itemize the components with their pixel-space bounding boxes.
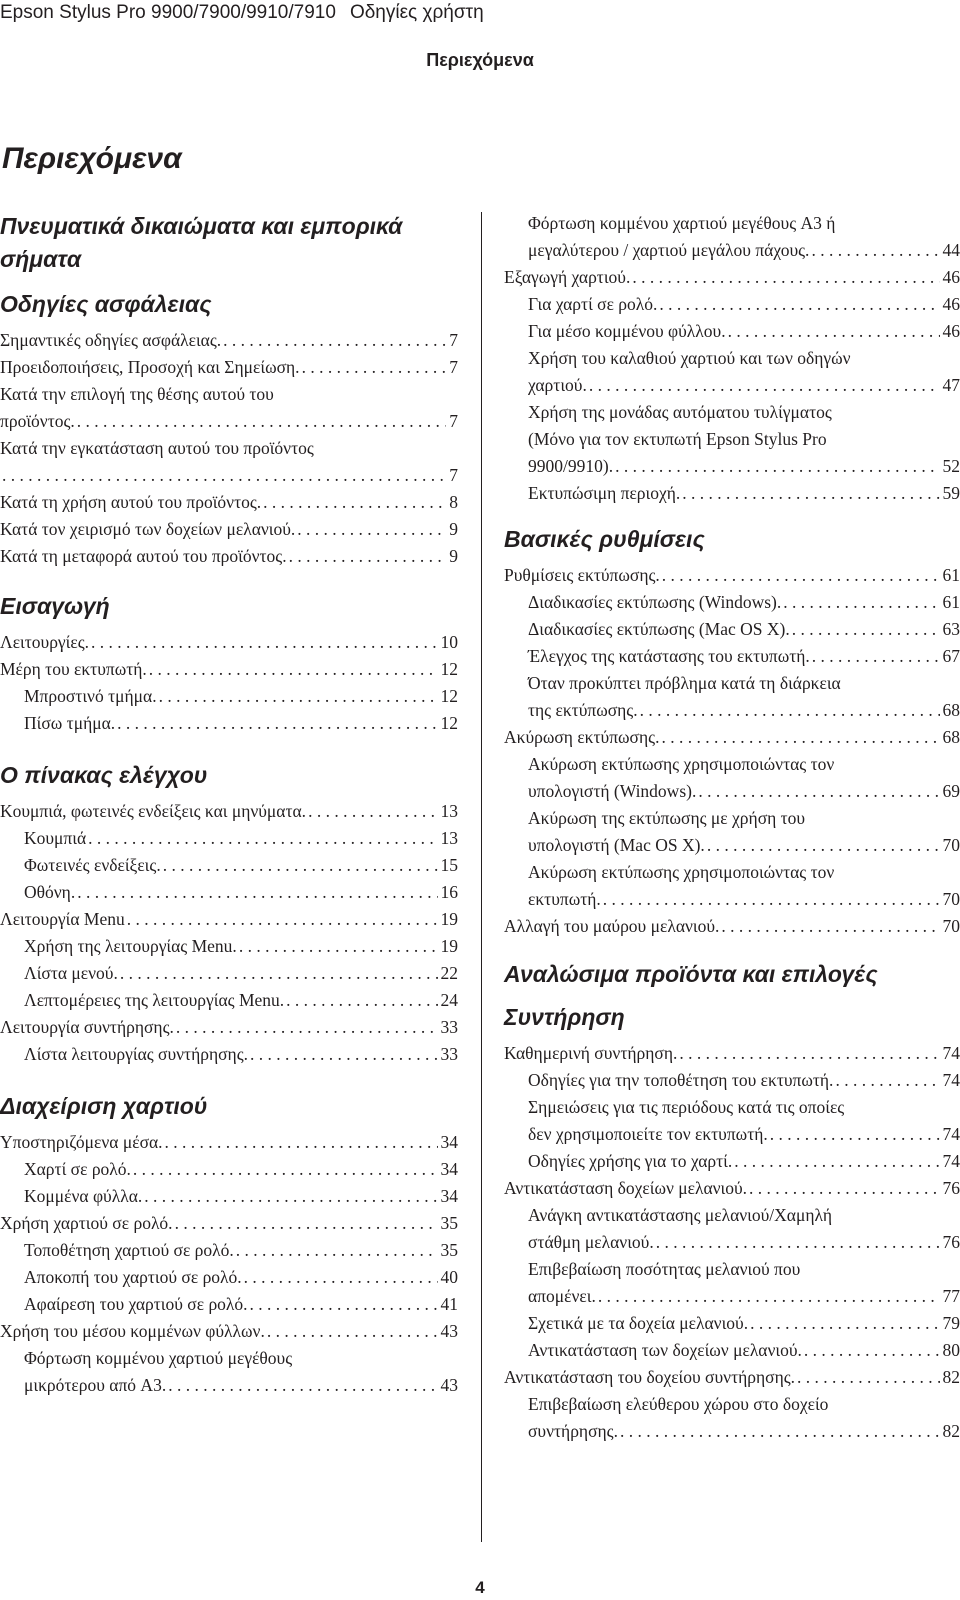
toc-entry[interactable] (504, 1256, 960, 1310)
toc-entry-title: Ακύρωση εκτύπωσης χρησιμοποιώντας τον (528, 862, 835, 882)
toc-entry-page: 19 (440, 936, 458, 956)
dot-leader (263, 489, 446, 516)
toc-entry-page: 46 (942, 267, 960, 287)
toc-entry-page: 74 (942, 1151, 960, 1171)
guide-name: Οδηγίες χρήστη (349, 2, 484, 23)
toc-entry-title: Χρήση του καλαθιού χαρτιού και των οδηγών (528, 348, 851, 368)
toc-entry-page: 82 (942, 1367, 960, 1387)
toc-entry-title: Κατά την εγκατάσταση αυτού του προϊόντος (0, 438, 314, 458)
toc-entry[interactable] (0, 1156, 458, 1183)
toc-entry[interactable] (0, 543, 458, 570)
toc-entry-title: Όταν προκύπτει πρόβλημα κατά τη διάρκεια (528, 673, 841, 693)
toc-entry-page: 68 (942, 700, 960, 720)
toc-entry[interactable] (504, 1310, 960, 1337)
toc-entry-title: Ακύρωση εκτύπωσης. (504, 727, 660, 747)
toc-entry[interactable] (0, 1129, 458, 1156)
toc-entry-title: Λειτουργία Menu (0, 909, 125, 929)
toc-entry-page: 10 (440, 632, 458, 652)
toc-entry-title: Φόρτωση κομμένου χαρτιού μεγέθους (24, 1348, 293, 1368)
toc-entry-title: Λειτουργία συντήρησης. (0, 1017, 174, 1037)
toc-entry[interactable] (0, 1264, 458, 1291)
toc-entry[interactable] (504, 291, 960, 318)
toc-entry-page: 13 (440, 828, 458, 848)
toc-entry-title: Μπροστινό τμήμα. (24, 686, 157, 706)
toc-entry-page: 35 (440, 1213, 458, 1233)
toc-entry[interactable] (0, 1041, 458, 1068)
toc-entry-page: 61 (942, 592, 960, 612)
toc-entry[interactable] (0, 1014, 458, 1041)
toc-entry-title: Κατά τη χρήση αυτού του προϊόντος. (0, 492, 262, 512)
toc-entry-title: Για μέσο κομμένου φύλλου. (528, 321, 726, 341)
toc-entry[interactable] (504, 345, 960, 399)
toc-entry-title: Αντικατάσταση δοχείων μελανιού. (504, 1178, 748, 1198)
dot-leader (163, 852, 438, 879)
toc-entry-page: 67 (942, 646, 960, 666)
toc-entry-title: Ανάγκη αντικατάστασης μελανιού/Χαμηλή (528, 1205, 832, 1225)
toc-entry-title: Λίστα μενού. (24, 963, 118, 983)
toc-entry-title: απομένει. (528, 1286, 596, 1306)
toc-entry-title: δεν χρησιμοποιείτε τον εκτυπωτή. (528, 1124, 768, 1144)
toc-entry-title: (Μόνο για τον εκτυπωτή Epson Stylus Pro (528, 429, 827, 449)
product-name: Epson Stylus Pro 9900/7900/9910/7910 (0, 2, 336, 23)
dot-leader (2, 462, 446, 489)
toc-entry-title: Πίσω τμήμα. (24, 713, 116, 733)
toc-entry[interactable] (504, 1202, 960, 1256)
dot-leader (308, 798, 437, 825)
dot-leader (236, 1237, 438, 1264)
dot-leader (159, 683, 438, 710)
toc-entry[interactable] (504, 589, 960, 616)
toc-entry-page: 34 (440, 1159, 458, 1179)
dot-leader (250, 1291, 438, 1318)
toc-entry-page: 74 (942, 1070, 960, 1090)
toc-entry-page: 7 (449, 465, 458, 485)
toc-entry[interactable] (0, 825, 458, 852)
dot-leader (175, 1210, 438, 1237)
toc-section-heading (0, 759, 458, 792)
toc-section-heading (504, 1001, 960, 1034)
toc-section-heading-line: Εισαγωγή (0, 593, 110, 619)
toc-entry-title: Λίστα λειτουργίας συντήρησης. (24, 1044, 249, 1064)
toc-section-heading (0, 590, 458, 623)
toc-entry-title: Χρήση του μέσου κομμένων φύλλων. (0, 1321, 265, 1341)
toc-entry-page: 13 (440, 801, 458, 821)
toc-entry-title: Έλεγχος της κατάστασης του εκτυπωτή. (528, 646, 810, 666)
toc-section-heading-line: σήματα (0, 246, 82, 272)
toc-section-heading (0, 288, 458, 321)
dot-leader (728, 318, 940, 345)
toc-entry-page: 19 (440, 909, 458, 929)
dot-leader (783, 589, 939, 616)
dot-leader (267, 1318, 438, 1345)
toc-entry[interactable] (0, 629, 458, 656)
dot-leader (656, 1229, 940, 1256)
toc-entry-title: Διαδικασίες εκτύπωσης (Mac OS X). (528, 619, 790, 639)
toc-entry-page: 79 (942, 1313, 960, 1333)
toc-entry-title: Αντικατάσταση των δοχείων μελανιού. (528, 1340, 802, 1360)
dot-leader (749, 1175, 939, 1202)
toc-entry[interactable] (504, 1175, 960, 1202)
toc-entry-title: χαρτιού. (528, 375, 587, 395)
toc-entry-title: Για χαρτί σε ρολό. (528, 294, 658, 314)
toc-entry-page: 82 (942, 1421, 960, 1441)
toc-entry-title: Αφαίρεση του χαρτιού σε ρολό. (24, 1294, 248, 1314)
dot-leader (286, 987, 437, 1014)
toc-entry[interactable] (0, 656, 458, 683)
toc-entry[interactable] (504, 1148, 960, 1175)
toc-entry[interactable] (0, 1183, 458, 1210)
dot-leader (721, 913, 939, 940)
toc-section-heading (504, 523, 960, 556)
toc-section-heading-line: Πνευματικά δικαιώματα και εμπορικά (0, 213, 403, 239)
toc-entry-title: Κατά τον χειρισμό των δοχείων μελανιού. (0, 519, 296, 539)
toc-entry-title: μεγαλύτερου / χαρτιού μεγάλου πάχους. (528, 240, 810, 260)
toc-entry[interactable] (0, 1318, 458, 1345)
toc-entry-page: 76 (942, 1232, 960, 1252)
toc-entry-title: Μέρη του εκτυπωτή. (0, 659, 147, 679)
dot-leader (811, 237, 939, 264)
page-number: 4 (475, 1578, 485, 1597)
toc-entry-page: 52 (942, 456, 960, 476)
toc-entry-title: Κουμπιά (24, 828, 87, 848)
toc-entry[interactable] (0, 710, 458, 737)
toc-entry[interactable] (504, 1094, 960, 1148)
toc-entry-page: 7 (449, 330, 458, 350)
dot-leader (289, 543, 447, 570)
toc-entry[interactable] (504, 399, 960, 480)
toc-entry-page: 70 (942, 916, 960, 936)
toc-entry-title: Αντικατάσταση του δοχείου συντήρησης. (504, 1367, 796, 1387)
toc-entry-page: 47 (942, 375, 960, 395)
toc-entry-title: Χρήση της λειτουργίας Menu. (24, 936, 237, 956)
toc-entry-page: 77 (942, 1286, 960, 1306)
toc-entry[interactable] (0, 906, 458, 933)
dot-leader (127, 906, 438, 933)
toc-entry[interactable] (0, 1291, 458, 1318)
dot-leader (149, 656, 438, 683)
dot-leader (117, 710, 437, 737)
dot-leader (804, 1337, 940, 1364)
dot-leader (620, 1418, 940, 1445)
toc-section-heading-line: Αναλώσιμα προϊόντα και επιλογές (504, 961, 878, 987)
toc-entry[interactable] (0, 1210, 458, 1237)
toc-entry-page: 12 (440, 686, 458, 706)
toc-entry-title: Οθόνη. (24, 882, 76, 902)
dot-leader (797, 1364, 939, 1391)
toc-entry-title: 9900/9910). (528, 456, 614, 476)
toc-entry[interactable] (504, 1040, 960, 1067)
dot-leader (707, 832, 940, 859)
toc-section-heading (0, 210, 458, 276)
toc-entry-page: 7 (449, 357, 458, 377)
section-header: Περιεχόμενα (426, 50, 534, 70)
toc-entry-title: Τοποθέτηση χαρτιού σε ρολό. (24, 1240, 234, 1260)
toc-entry-page: 40 (440, 1267, 458, 1287)
toc-section-heading-line: Οδηγίες ασφάλειας (0, 291, 212, 317)
toc-entry[interactable] (0, 381, 458, 435)
dot-leader (662, 562, 940, 589)
toc-entry-title: Φόρτωση κομμένου χαρτιού μεγέθους A3 ή (528, 213, 836, 233)
toc-entry[interactable] (504, 480, 960, 507)
toc-section-heading-line: Βασικές ρυθμίσεις (504, 526, 705, 552)
toc-entry-title: εκτυπωτή. (528, 889, 601, 909)
toc-entry-page: 16 (440, 882, 458, 902)
toc-entry-page: 70 (942, 889, 960, 909)
toc-entry-title: Αποκοπή του χαρτιού σε ρολό. (24, 1267, 242, 1287)
dot-leader (250, 1041, 437, 1068)
dot-leader (835, 1067, 939, 1094)
toc-entry[interactable] (0, 933, 458, 960)
toc-section-heading (0, 1090, 458, 1123)
page-title: Περιεχόμενα (2, 142, 182, 175)
toc-entry-page: 76 (942, 1178, 960, 1198)
dot-leader (770, 1121, 940, 1148)
toc-entry-title: Ακύρωση εκτύπωσης χρησιμοποιώντας τον (528, 754, 835, 774)
toc-entry[interactable] (504, 264, 960, 291)
toc-entry-title: Σημειώσεις για τις περιόδους κατά τις οποίες (528, 1097, 845, 1117)
toc-entry-title: της εκτύπωσης. (528, 700, 638, 720)
toc-entry-page: 12 (440, 659, 458, 679)
toc-entry-page: 61 (942, 565, 960, 585)
toc-entry[interactable] (0, 798, 458, 825)
toc-entry-title: Χαρτί σε ρολό. (24, 1159, 131, 1179)
toc-entry[interactable] (0, 1345, 458, 1399)
toc-entry[interactable] (0, 516, 458, 543)
dot-leader (120, 960, 438, 987)
toc-entry-title: Εξαγωγή χαρτιού. (504, 267, 631, 287)
toc-entry[interactable] (504, 1364, 960, 1391)
toc-entry-page: 9 (449, 546, 458, 566)
toc-entry-page: 24 (440, 990, 458, 1010)
dot-leader (603, 886, 940, 913)
toc-entry[interactable] (504, 643, 960, 670)
toc-entry-title: στάθμη μελανιού. (528, 1232, 654, 1252)
toc-entry-title: Διαδικασίες εκτύπωσης (Windows). (528, 592, 782, 612)
toc-entry-title: υπολογιστή (Windows). (528, 781, 697, 801)
toc-entry-page: 34 (440, 1132, 458, 1152)
dot-leader (77, 879, 437, 906)
toc-entry-title: Οδηγίες για την τοποθέτηση του εκτυπωτή. (528, 1070, 834, 1090)
toc-entry[interactable] (0, 879, 458, 906)
toc-entry[interactable] (504, 670, 960, 724)
toc-entry-page: 33 (440, 1044, 458, 1064)
toc-entry-title: Κατά την επιλογή της θέσης αυτού του (0, 384, 274, 404)
toc-entry[interactable] (0, 987, 458, 1014)
toc-entry-title: προϊόντος. (0, 411, 75, 431)
toc-entry-title: Φωτεινές ενδείξεις. (24, 855, 161, 875)
toc-entry[interactable] (0, 354, 458, 381)
toc-entry-title: Επιβεβαίωση ελεύθερου χώρου στο δοχείο (528, 1394, 829, 1414)
toc-entry-page: 43 (440, 1321, 458, 1341)
dot-leader (792, 616, 940, 643)
toc-entry[interactable] (0, 683, 458, 710)
toc-entry-page: 12 (440, 713, 458, 733)
dot-leader (144, 1183, 437, 1210)
running-header (0, 2, 484, 24)
toc-entry-page: 70 (942, 835, 960, 855)
toc-entry-page: 59 (942, 483, 960, 503)
toc-entry[interactable] (0, 489, 458, 516)
toc-entry-title: Σχετικά με τα δοχεία μελανιού. (528, 1313, 749, 1333)
toc-entry[interactable] (0, 1237, 458, 1264)
toc-entry-title: υπολογιστή (Mac OS X). (528, 835, 705, 855)
dot-leader (168, 1372, 437, 1399)
toc-entry-page: 9 (449, 519, 458, 539)
toc-entry[interactable] (504, 1067, 960, 1094)
toc-entry-page: 15 (440, 855, 458, 875)
toc-entry-page: 41 (440, 1294, 458, 1314)
toc-section-heading-line: Ο πίνακας ελέγχου (0, 762, 208, 788)
toc-entry[interactable] (504, 805, 960, 859)
toc-entry-page: 35 (440, 1240, 458, 1260)
dot-leader (615, 453, 939, 480)
dot-leader (239, 933, 438, 960)
toc-entry[interactable] (0, 435, 458, 489)
dot-leader (589, 372, 940, 399)
dot-leader (244, 1264, 438, 1291)
dot-leader (88, 825, 437, 852)
toc-entry-page: 80 (942, 1340, 960, 1360)
toc-right-column (504, 210, 960, 1445)
toc-entry-page: 69 (942, 781, 960, 801)
dot-leader (165, 1129, 438, 1156)
toc-section-heading (504, 958, 960, 991)
toc-entry-page: 68 (942, 727, 960, 747)
dot-leader (640, 697, 940, 724)
toc-entry[interactable] (0, 852, 458, 879)
dot-leader (302, 354, 447, 381)
dot-leader (598, 1283, 940, 1310)
toc-entry-title: Οδηγίες χρήσης για το χαρτί. (528, 1151, 733, 1171)
toc-entry-page: 22 (440, 963, 458, 983)
toc-entry-title: Χρήση της μονάδας αυτόματου τυλίγματος (528, 402, 832, 422)
toc-entry-page: 46 (942, 294, 960, 314)
toc-entry-title: Ρυθμίσεις εκτύπωσης. (504, 565, 660, 585)
dot-leader (750, 1310, 939, 1337)
toc-entry[interactable] (504, 562, 960, 589)
toc-entry-title: Κατά τη μεταφορά αυτού του προϊόντος. (0, 546, 287, 566)
toc-entry[interactable] (0, 960, 458, 987)
toc-entry-page: 7 (449, 411, 458, 431)
dot-leader (659, 291, 939, 318)
toc-entry-title: Αλλαγή του μαύρου μελανιού. (504, 916, 720, 936)
dot-leader (632, 264, 939, 291)
dot-leader (77, 408, 446, 435)
dot-leader (698, 778, 939, 805)
dot-leader (297, 516, 446, 543)
toc-entry-page: 34 (440, 1186, 458, 1206)
toc-entry-title: Εκτυπώσιμη περιοχή. (528, 483, 681, 503)
toc-entry[interactable] (504, 1391, 960, 1445)
dot-leader (812, 643, 940, 670)
toc-entry-title: Προειδοποιήσεις, Προσοχή και Σημείωση. (0, 357, 300, 377)
toc-entry[interactable] (504, 913, 960, 940)
toc-entry-title: Χρήση χαρτιού σε ρολό. (0, 1213, 173, 1233)
dot-leader (133, 1156, 438, 1183)
toc-entry-page: 74 (942, 1124, 960, 1144)
toc-entry[interactable] (504, 1337, 960, 1364)
toc-entry[interactable] (504, 724, 960, 751)
toc-entry-page: 43 (440, 1375, 458, 1395)
toc-section-heading-line: Διαχείριση χαρτιού (0, 1093, 208, 1119)
toc-entry[interactable] (504, 210, 960, 264)
dot-leader (734, 1148, 939, 1175)
toc-entry-page: 63 (942, 619, 960, 639)
toc-entry[interactable] (0, 327, 458, 354)
dot-leader (661, 724, 939, 751)
toc-entry-title: Κομμένα φύλλα. (24, 1186, 143, 1206)
dot-leader (679, 1040, 939, 1067)
toc-entry-title: Ακύρωση της εκτύπωσης με χρήση του (528, 808, 806, 828)
toc-entry[interactable] (504, 751, 960, 805)
toc-entry[interactable] (504, 616, 960, 643)
toc-entry[interactable] (504, 318, 960, 345)
toc-entry[interactable] (504, 859, 960, 913)
toc-entry-title: μικρότερου από A3. (24, 1375, 167, 1395)
toc-section-heading-line: Συντήρηση (504, 1004, 625, 1030)
dot-leader (91, 629, 437, 656)
toc-left-column (0, 210, 458, 1399)
toc-entry-page: 44 (942, 240, 960, 260)
toc-entry-title: Λειτουργίες. (0, 632, 90, 652)
toc-entry-title: Κουμπιά, φωτεινές ενδείξεις και μηνύματα. (0, 801, 307, 821)
dot-leader (682, 480, 939, 507)
toc-entry-title: συντήρησης. (528, 1421, 618, 1441)
toc-entry-title: Επιβεβαίωση ποσότητας μελανιού που (528, 1259, 801, 1279)
dot-leader (223, 327, 446, 354)
toc-entry-title: Καθημερινή συντήρηση. (504, 1043, 678, 1063)
toc-entry-page: 33 (440, 1017, 458, 1037)
toc-entry-title: Υποστηριζόμενα μέσα. (0, 1132, 163, 1152)
column-divider (481, 212, 482, 1542)
toc-entry-page: 74 (942, 1043, 960, 1063)
toc-entry-page: 46 (942, 321, 960, 341)
toc-entry-page: 8 (449, 492, 458, 512)
toc-entry-title: Σημαντικές οδηγίες ασφάλειας. (0, 330, 222, 350)
toc-entry-title: Λεπτομέρειες της λειτουργίας Menu. (24, 990, 285, 1010)
dot-leader (176, 1014, 438, 1041)
